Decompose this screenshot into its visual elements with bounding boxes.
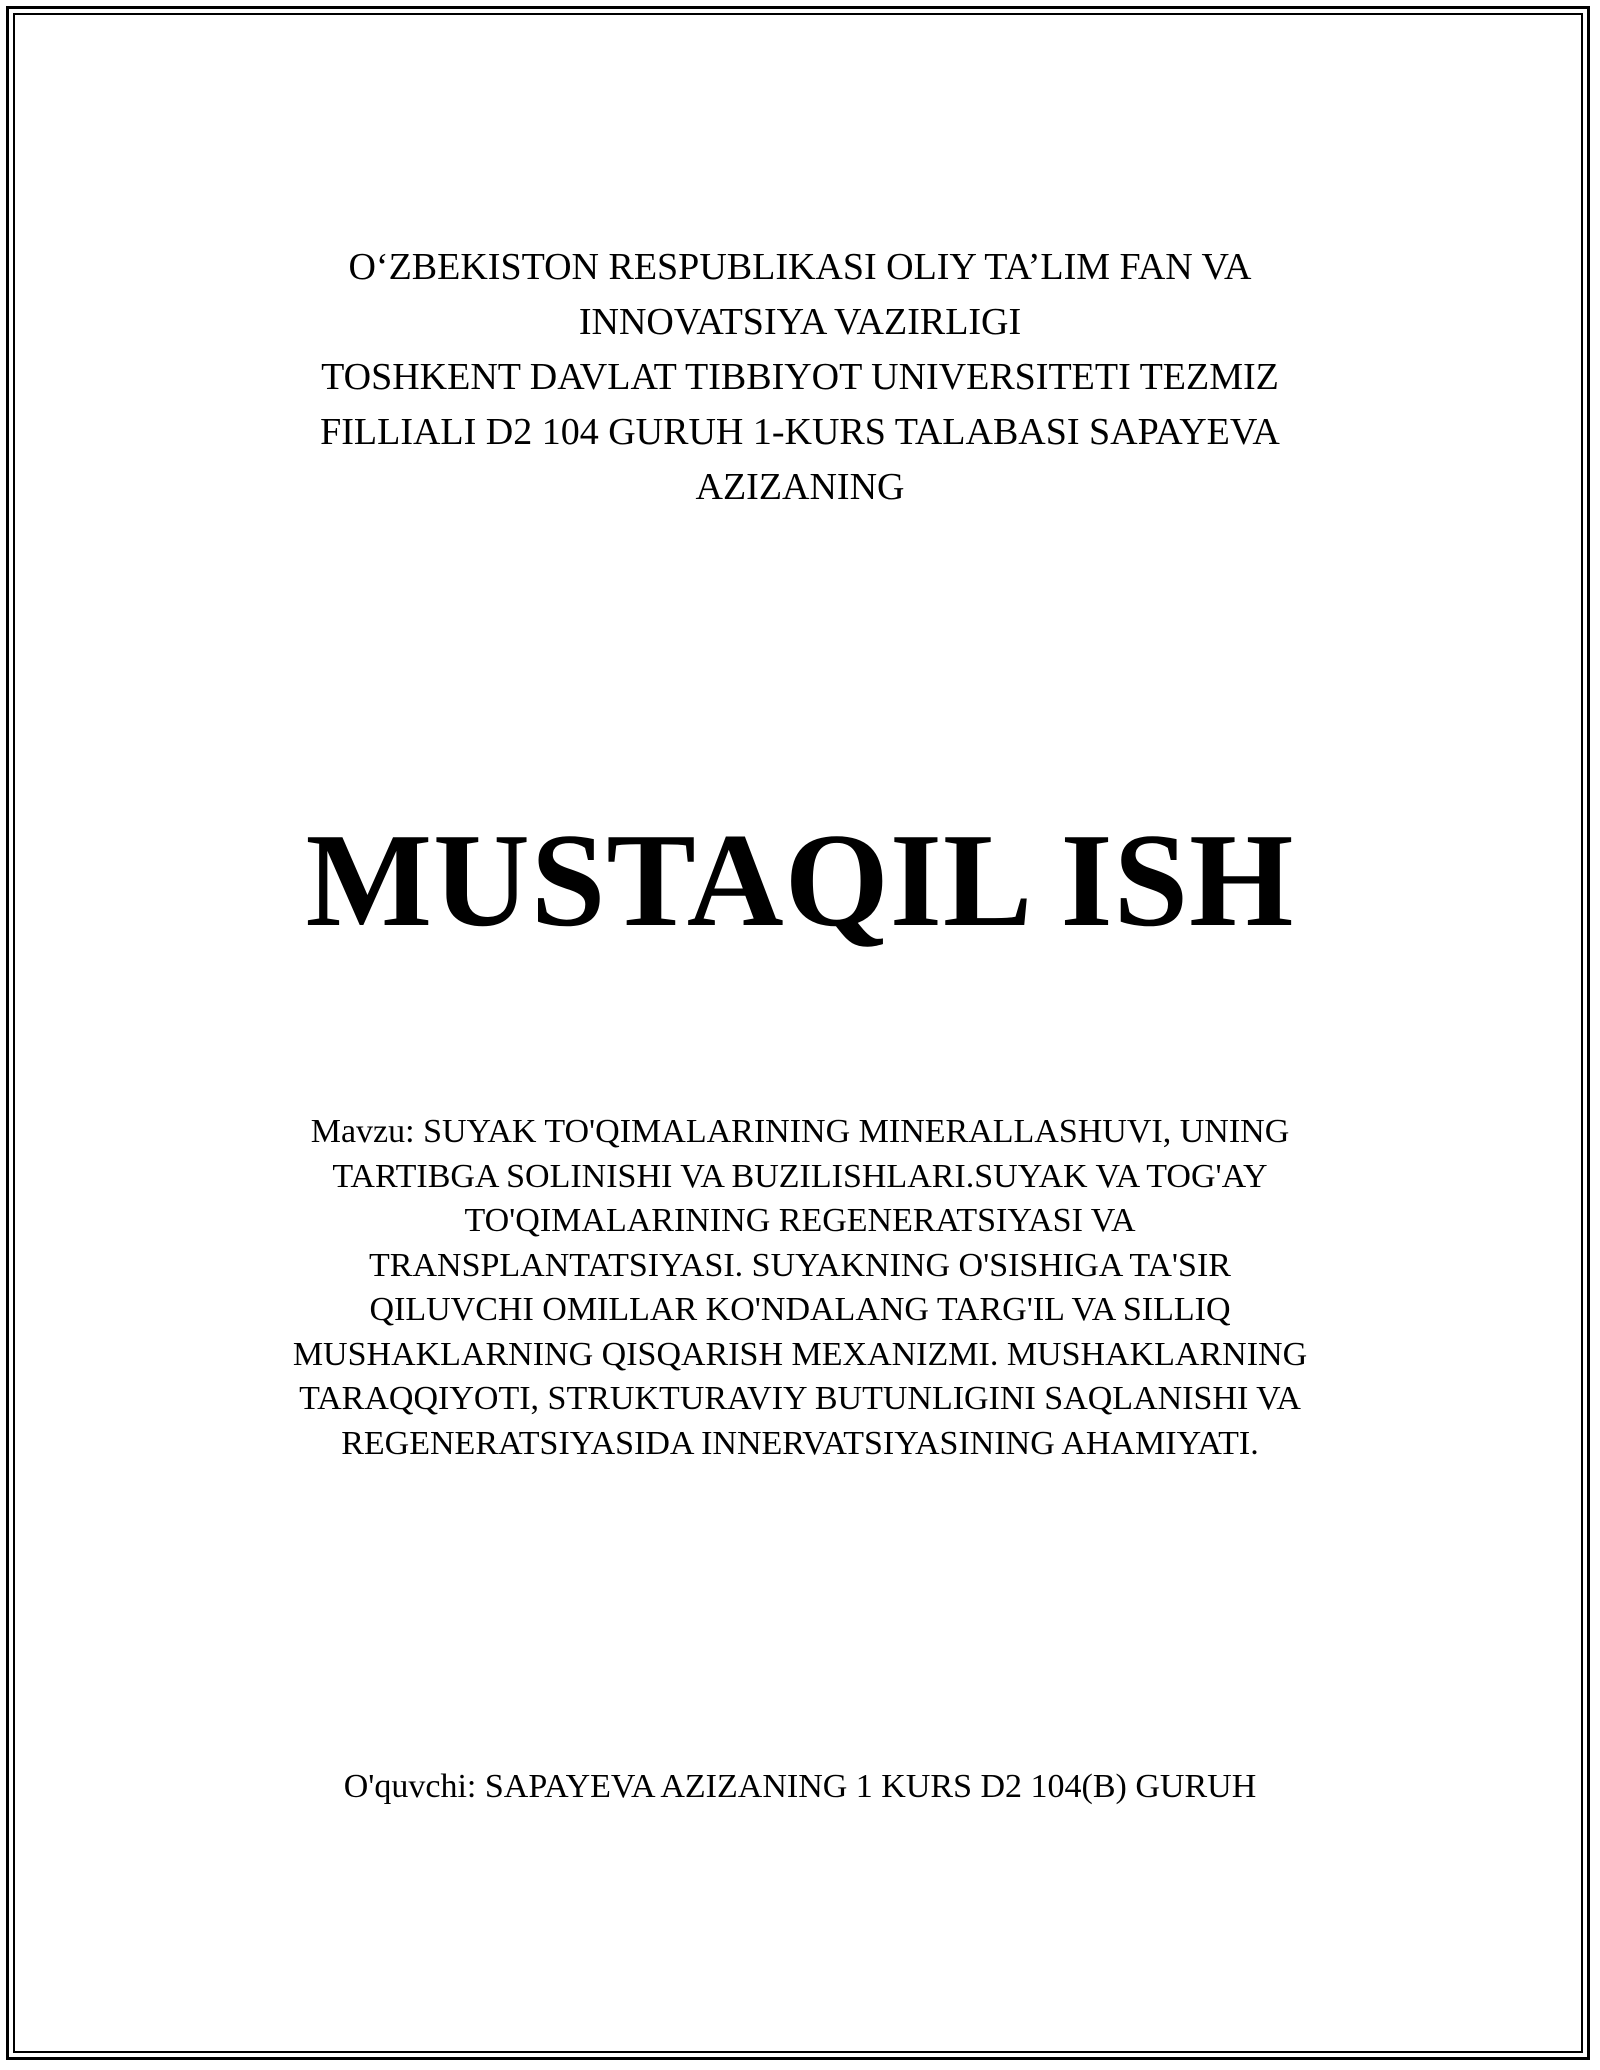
student-info: O'quvchi: SAPAYEVA AZIZANING 1 KURS D2 104(B) GURUH	[343, 1768, 1257, 1805]
header-line: AZIZANING	[695, 466, 905, 508]
topic-line: TARAQQIYOTI, STRUKTURAVIY BUTUNLIGINI SAQLANISHI VA	[299, 1380, 1301, 1417]
topic-line: Mavzu: SUYAK TO'QIMALARINING MINERALLASHUVI, UNING	[310, 1113, 1290, 1150]
topic-line: TRANSPLANTATSIYASI. SUYAKNING O'SISHIGA TA'SIR	[369, 1246, 1231, 1284]
topic-line: TARTIBGA SOLINISHI VA BUZILISHLARI.SUYAK VA TOG'AY	[332, 1157, 1268, 1195]
header-line: O‘ZBEKISTON RESPUBLIKASI OLIY TA’LIM FAN VA	[348, 246, 1252, 288]
topic-line: QILUVCHI OMILLAR KO'NDALANG TARG'IL VA SILLIQ	[369, 1291, 1231, 1328]
topic-line: REGENERATSIYASIDA INNERVATSIYASINING AHAMIYATI.	[341, 1424, 1259, 1462]
document-title: MUSTAQIL ISH	[305, 806, 1295, 954]
topic-line: MUSHAKLARNING QISQARISH MEXANIZMI. MUSHAKLARNING	[292, 1335, 1308, 1373]
institution-header	[0, 240, 1600, 515]
header-line: TOSHKENT DAVLAT TIBBIYOT UNIVERSITETI TEZMIZ	[321, 356, 1279, 398]
header-line: INNOVATSIYA VAZIRLIGI	[578, 301, 1022, 343]
topic-line: TO'QIMALARINING REGENERATSIYASI VA	[464, 1202, 1136, 1239]
topic-description	[0, 1110, 1600, 1466]
header-line: FILLIALI D2 104 GURUH 1-KURS TALABASI SAPAYEVA	[320, 411, 1280, 453]
